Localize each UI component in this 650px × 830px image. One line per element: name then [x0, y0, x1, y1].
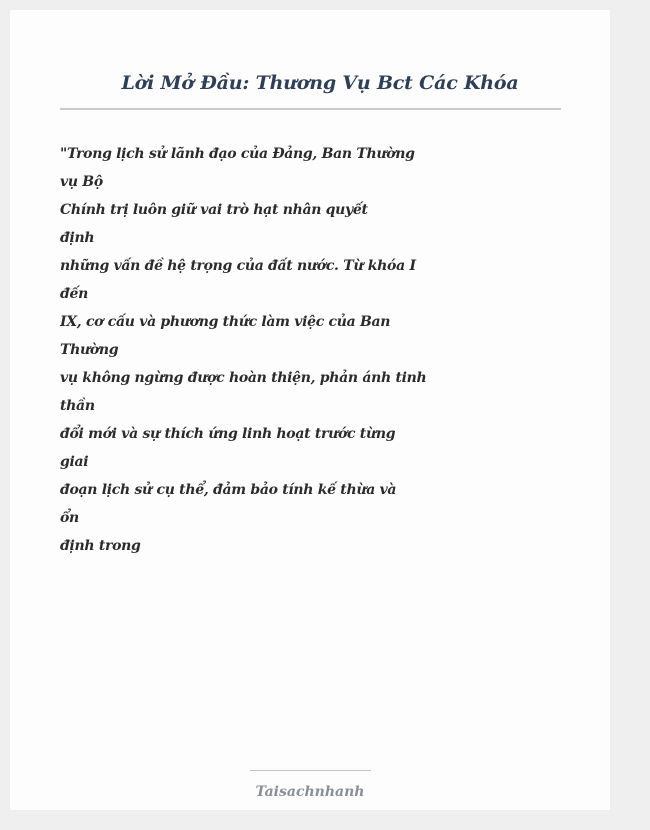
body-line: thần: [60, 398, 95, 414]
body-line: Thường: [60, 342, 119, 358]
document-page: [10, 10, 610, 810]
title-divider: [60, 108, 561, 110]
footer-site-name: Taisachnhanh: [255, 784, 365, 800]
body-text: [60, 140, 427, 560]
body-line: định trong: [60, 538, 141, 554]
body-line: vụ không ngừng được hoàn thiện, phản ánh tinh: [60, 370, 427, 386]
body-line: vụ Bộ: [60, 174, 103, 190]
body-line: đoạn lịch sử cụ thể, đảm bảo tính kế thừa và: [60, 482, 397, 498]
body-line: "Trong lịch sử lãnh đạo của Đảng, Ban Thường: [60, 146, 415, 162]
body-line: giai: [60, 454, 89, 470]
footer-divider: [250, 770, 371, 771]
body-line: đến: [60, 286, 88, 302]
body-line: định: [60, 230, 95, 246]
body-line: đổi mới và sự thích ứng linh hoạt trước từng: [60, 426, 396, 442]
body-line: IX, cơ cấu và phương thức làm việc của Ban: [60, 314, 391, 330]
page-title: Lời Mở Đầu: Thương Vụ Bct Các Khóa: [121, 72, 519, 94]
body-line: những vấn đề hệ trọng của đất nước. Từ khóa I: [60, 258, 416, 274]
body-line: Chính trị luôn giữ vai trò hạt nhân quyết: [60, 202, 368, 218]
body-line: ổn: [60, 510, 79, 526]
